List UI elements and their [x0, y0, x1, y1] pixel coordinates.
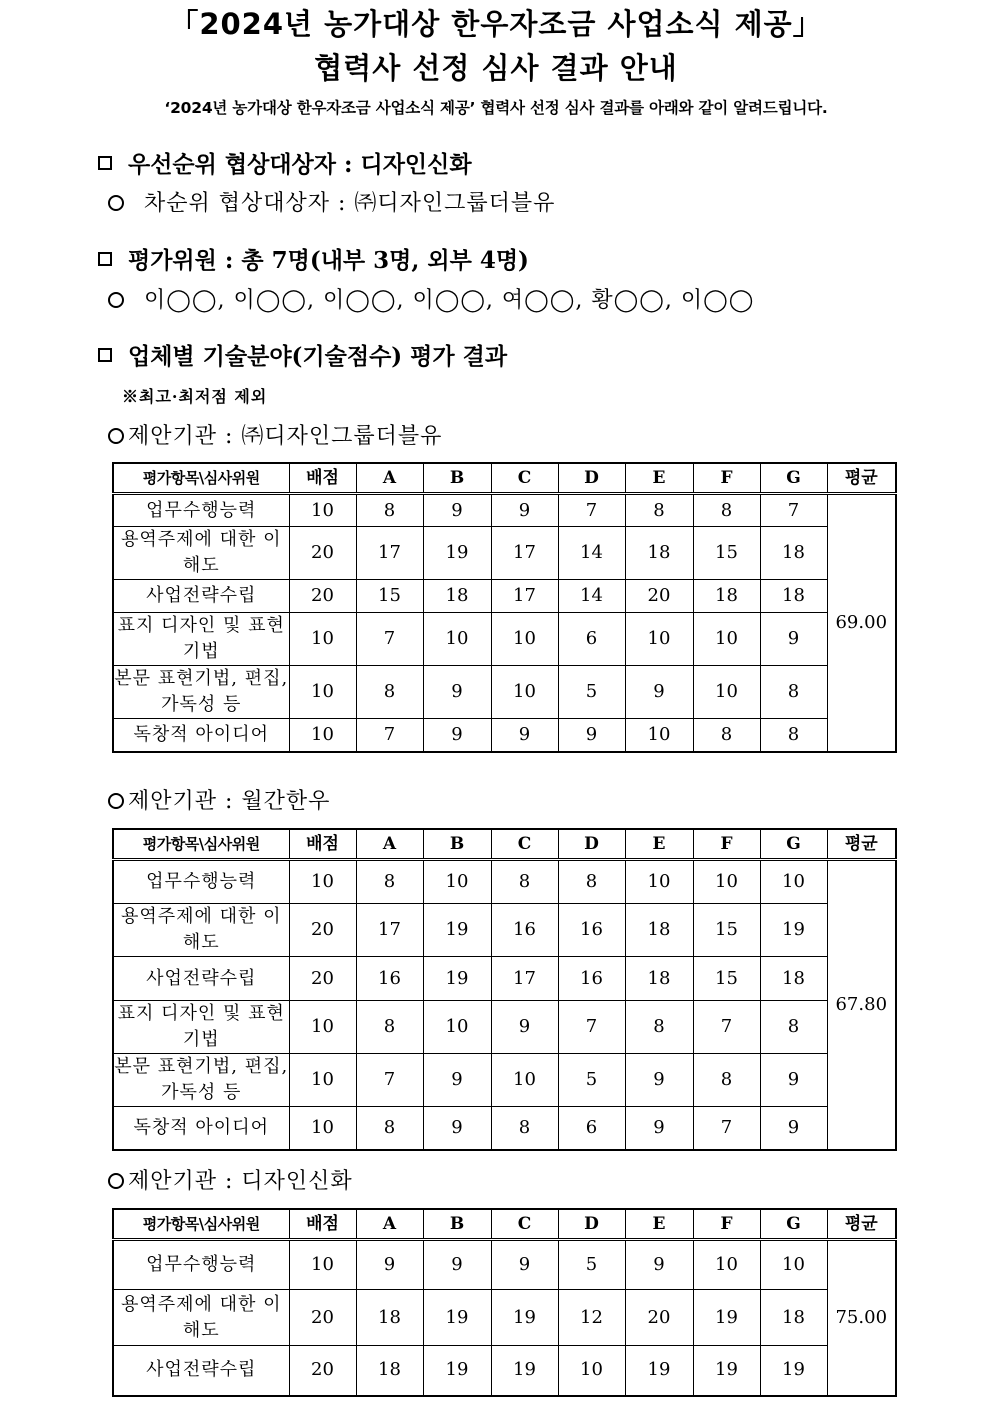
table-row — [113, 1054, 896, 1107]
section-evaluators — [98, 242, 529, 275]
evaluators-names: 이◯◯, 이◯◯, 이◯◯, 이◯◯, 여◯◯, 황◯◯, 이◯◯ — [144, 288, 755, 313]
cell-score: 16 — [558, 904, 625, 957]
header-item: 평가항목\심사위원 — [113, 463, 289, 494]
row-item: 표지 디자인 및 표현기법 — [113, 613, 289, 666]
table-header-row — [113, 1209, 896, 1240]
cell-score: 19 — [760, 1346, 827, 1396]
circle-bullet-icon — [108, 428, 124, 444]
proposer-label-2 — [108, 784, 330, 815]
section-priority-heading: 우선순위 협상대상자 : 디자인신화 — [128, 151, 472, 178]
cell-score: 10 — [423, 613, 491, 666]
cell-score: 8 — [356, 666, 423, 719]
cell-max: 10 — [289, 1240, 356, 1290]
average-cell: 75.00 — [827, 1240, 896, 1396]
cell-score: 8 — [760, 666, 827, 719]
cell-score: 9 — [491, 1240, 558, 1290]
header-avg: 평균 — [827, 463, 896, 494]
cell-score: 10 — [423, 1001, 491, 1054]
cell-score: 16 — [356, 957, 423, 1001]
cell-score: 6 — [558, 613, 625, 666]
cell-score: 7 — [356, 719, 423, 752]
cell-max: 20 — [289, 580, 356, 613]
header-a: A — [356, 1209, 423, 1240]
row-item: 업무수행능력 — [113, 1240, 289, 1290]
cell-max: 10 — [289, 1054, 356, 1107]
proposer-label-1 — [108, 419, 442, 450]
header-c: C — [491, 1209, 558, 1240]
table-row — [113, 1001, 896, 1054]
results-note: ※최고·최저점 제외 — [122, 387, 268, 406]
circle-bullet-icon — [108, 292, 124, 308]
cell-score: 10 — [491, 666, 558, 719]
row-item: 사업전략수립 — [113, 580, 289, 613]
cell-score: 7 — [693, 1107, 760, 1150]
cell-score: 15 — [356, 580, 423, 613]
cell-score: 8 — [491, 1107, 558, 1150]
checkbox-square-icon — [98, 252, 112, 266]
cell-score: 10 — [760, 860, 827, 904]
cell-score: 7 — [693, 1001, 760, 1054]
cell-max: 20 — [289, 904, 356, 957]
cell-score: 8 — [356, 1001, 423, 1054]
cell-score: 17 — [356, 904, 423, 957]
cell-score: 18 — [356, 1346, 423, 1396]
cell-score: 8 — [693, 494, 760, 527]
cell-score: 9 — [625, 1107, 693, 1150]
cell-score: 19 — [693, 1346, 760, 1396]
intro-text: ‘2024년 농가대상 한우자조금 사업소식 제공’ 협력사 선정 심사 결과를 아래와 같이 알려드립니다. — [164, 99, 828, 117]
evaluators-list — [108, 283, 754, 314]
cell-score: 17 — [491, 527, 558, 580]
header-d: D — [558, 463, 625, 494]
cell-score: 15 — [693, 904, 760, 957]
cell-score: 18 — [356, 1290, 423, 1346]
row-item: 독창적 아이디어 — [113, 719, 289, 752]
cell-score: 19 — [491, 1346, 558, 1396]
checkbox-square-icon — [98, 348, 112, 362]
score-table-3 — [112, 1208, 897, 1397]
cell-score: 19 — [423, 904, 491, 957]
cell-score: 9 — [491, 719, 558, 752]
cell-score: 9 — [558, 719, 625, 752]
table-row — [113, 1346, 896, 1396]
cell-score: 15 — [693, 527, 760, 580]
cell-score: 10 — [693, 613, 760, 666]
cell-score: 10 — [693, 1240, 760, 1290]
header-d: D — [558, 1209, 625, 1240]
table-row — [113, 666, 896, 719]
average-cell: 67.80 — [827, 860, 896, 1150]
table-row — [113, 527, 896, 580]
cell-score: 9 — [760, 613, 827, 666]
cell-max: 20 — [289, 1290, 356, 1346]
cell-score: 15 — [693, 957, 760, 1001]
header-b: B — [423, 1209, 491, 1240]
cell-score: 9 — [491, 494, 558, 527]
cell-score: 18 — [760, 527, 827, 580]
table-row — [113, 613, 896, 666]
cell-score: 10 — [491, 1054, 558, 1107]
header-f: F — [693, 1209, 760, 1240]
header-item: 평가항목\심사위원 — [113, 1209, 289, 1240]
cell-score: 12 — [558, 1290, 625, 1346]
cell-score: 18 — [693, 580, 760, 613]
cell-max: 10 — [289, 1001, 356, 1054]
header-e: E — [625, 1209, 693, 1240]
cell-score: 9 — [423, 666, 491, 719]
circle-bullet-icon — [108, 793, 124, 809]
cell-score: 9 — [356, 1240, 423, 1290]
circle-bullet-icon — [108, 195, 124, 211]
cell-score: 18 — [625, 527, 693, 580]
cell-score: 7 — [356, 613, 423, 666]
cell-score: 7 — [760, 494, 827, 527]
cell-max: 10 — [289, 666, 356, 719]
table-header-row — [113, 829, 896, 860]
header-b: B — [423, 463, 491, 494]
table-row — [113, 904, 896, 957]
cell-score: 10 — [625, 613, 693, 666]
table-header-row — [113, 463, 896, 494]
header-b: B — [423, 829, 491, 860]
cell-score: 5 — [558, 666, 625, 719]
header-max: 배점 — [289, 463, 356, 494]
cell-score: 17 — [491, 580, 558, 613]
cell-score: 20 — [625, 1290, 693, 1346]
cell-score: 10 — [693, 666, 760, 719]
header-g: G — [760, 463, 827, 494]
row-item: 독창적 아이디어 — [113, 1107, 289, 1150]
cell-score: 10 — [423, 860, 491, 904]
cell-score: 18 — [423, 580, 491, 613]
cell-max: 10 — [289, 494, 356, 527]
cell-score: 8 — [491, 860, 558, 904]
cell-score: 18 — [760, 957, 827, 1001]
row-item: 본문 표현기법, 편집, 가독성 등 — [113, 1054, 289, 1107]
cell-score: 14 — [558, 580, 625, 613]
cell-score: 10 — [760, 1240, 827, 1290]
cell-score: 19 — [625, 1346, 693, 1396]
average-cell: 69.00 — [827, 494, 896, 752]
row-item: 업무수행능력 — [113, 494, 289, 527]
cell-score: 19 — [423, 957, 491, 1001]
cell-max: 10 — [289, 719, 356, 752]
header-e: E — [625, 463, 693, 494]
cell-score: 16 — [558, 957, 625, 1001]
cell-score: 19 — [423, 1290, 491, 1346]
cell-score: 19 — [693, 1290, 760, 1346]
header-c: C — [491, 463, 558, 494]
cell-score: 8 — [625, 494, 693, 527]
cell-score: 8 — [693, 719, 760, 752]
title-line-1: 「2024년 농가대상 한우자조금 사업소식 제공」 — [169, 7, 823, 41]
cell-score: 9 — [423, 719, 491, 752]
section-priority — [98, 146, 472, 179]
cell-score: 9 — [625, 1240, 693, 1290]
results-heading: 업체별 기술분야(기술점수) 평가 결과 — [128, 343, 508, 370]
circle-bullet-icon — [108, 1173, 124, 1189]
cell-score: 8 — [558, 860, 625, 904]
cell-score: 7 — [558, 494, 625, 527]
header-avg: 평균 — [827, 829, 896, 860]
cell-score: 16 — [491, 904, 558, 957]
cell-score: 8 — [356, 860, 423, 904]
proposer-label-3 — [108, 1164, 353, 1195]
score-table-2 — [112, 828, 897, 1151]
row-item: 용역주제에 대한 이해도 — [113, 1290, 289, 1346]
row-item: 용역주제에 대한 이해도 — [113, 904, 289, 957]
row-item: 용역주제에 대한 이해도 — [113, 527, 289, 580]
cell-score: 8 — [760, 1001, 827, 1054]
cell-score: 7 — [356, 1054, 423, 1107]
header-a: A — [356, 463, 423, 494]
cell-score: 18 — [760, 1290, 827, 1346]
secondary-text: 차순위 협상대상자 : ㈜디자인그룹더블유 — [144, 191, 556, 216]
cell-score: 19 — [491, 1290, 558, 1346]
cell-score: 19 — [423, 527, 491, 580]
cell-score: 8 — [356, 1107, 423, 1150]
cell-score: 9 — [625, 666, 693, 719]
cell-score: 8 — [356, 494, 423, 527]
table-row — [113, 494, 896, 527]
cell-score: 9 — [491, 1001, 558, 1054]
cell-score: 8 — [625, 1001, 693, 1054]
score-table-1 — [112, 462, 897, 753]
table-row — [113, 860, 896, 904]
cell-score: 9 — [423, 1240, 491, 1290]
cell-max: 10 — [289, 860, 356, 904]
evaluators-heading: 평가위원 : 총 7명(내부 3명, 외부 4명) — [128, 247, 529, 274]
cell-score: 10 — [558, 1346, 625, 1396]
cell-max: 10 — [289, 613, 356, 666]
table-row — [113, 1107, 896, 1150]
row-item: 본문 표현기법, 편집, 가독성 등 — [113, 666, 289, 719]
header-g: G — [760, 1209, 827, 1240]
cell-score: 18 — [760, 580, 827, 613]
table-row — [113, 719, 896, 752]
checkbox-square-icon — [98, 156, 112, 170]
cell-score: 9 — [625, 1054, 693, 1107]
cell-max: 20 — [289, 527, 356, 580]
cell-score: 6 — [558, 1107, 625, 1150]
cell-score: 5 — [558, 1240, 625, 1290]
cell-score: 18 — [625, 957, 693, 1001]
cell-max: 20 — [289, 957, 356, 1001]
cell-score: 14 — [558, 527, 625, 580]
table-row — [113, 1290, 896, 1346]
row-item: 사업전략수립 — [113, 957, 289, 1001]
cell-score: 8 — [693, 1054, 760, 1107]
header-f: F — [693, 829, 760, 860]
cell-score: 9 — [423, 1107, 491, 1150]
cell-max: 10 — [289, 1107, 356, 1150]
header-max: 배점 — [289, 1209, 356, 1240]
cell-score: 18 — [625, 904, 693, 957]
cell-score: 19 — [760, 904, 827, 957]
cell-score: 8 — [760, 719, 827, 752]
table-row — [113, 1240, 896, 1290]
cell-score: 9 — [760, 1054, 827, 1107]
header-f: F — [693, 463, 760, 494]
row-item: 업무수행능력 — [113, 860, 289, 904]
cell-score: 9 — [423, 1054, 491, 1107]
header-e: E — [625, 829, 693, 860]
cell-score: 20 — [625, 580, 693, 613]
header-a: A — [356, 829, 423, 860]
header-c: C — [491, 829, 558, 860]
proposer-3-name: 제안기관 : 디자인신화 — [128, 1169, 353, 1194]
table-row — [113, 580, 896, 613]
title-line-2: 협력사 선정 심사 결과 안내 — [314, 51, 678, 85]
section-results — [98, 338, 507, 371]
cell-score: 9 — [760, 1107, 827, 1150]
header-d: D — [558, 829, 625, 860]
proposer-1-name: 제안기관 : ㈜디자인그룹더블유 — [128, 424, 443, 449]
cell-score: 10 — [491, 613, 558, 666]
cell-score: 10 — [625, 719, 693, 752]
table-row — [113, 957, 896, 1001]
row-item: 사업전략수립 — [113, 1346, 289, 1396]
row-item: 표지 디자인 및 표현기법 — [113, 1001, 289, 1054]
cell-score: 5 — [558, 1054, 625, 1107]
cell-score: 17 — [491, 957, 558, 1001]
cell-max: 20 — [289, 1346, 356, 1396]
proposer-2-name: 제안기관 : 월간한우 — [128, 789, 331, 814]
cell-score: 19 — [423, 1346, 491, 1396]
cell-score: 10 — [625, 860, 693, 904]
cell-score: 9 — [423, 494, 491, 527]
section-secondary — [108, 186, 555, 217]
header-item: 평가항목\심사위원 — [113, 829, 289, 860]
header-max: 배점 — [289, 829, 356, 860]
cell-score: 17 — [356, 527, 423, 580]
cell-score: 7 — [558, 1001, 625, 1054]
header-avg: 평균 — [827, 1209, 896, 1240]
header-g: G — [760, 829, 827, 860]
cell-score: 10 — [693, 860, 760, 904]
